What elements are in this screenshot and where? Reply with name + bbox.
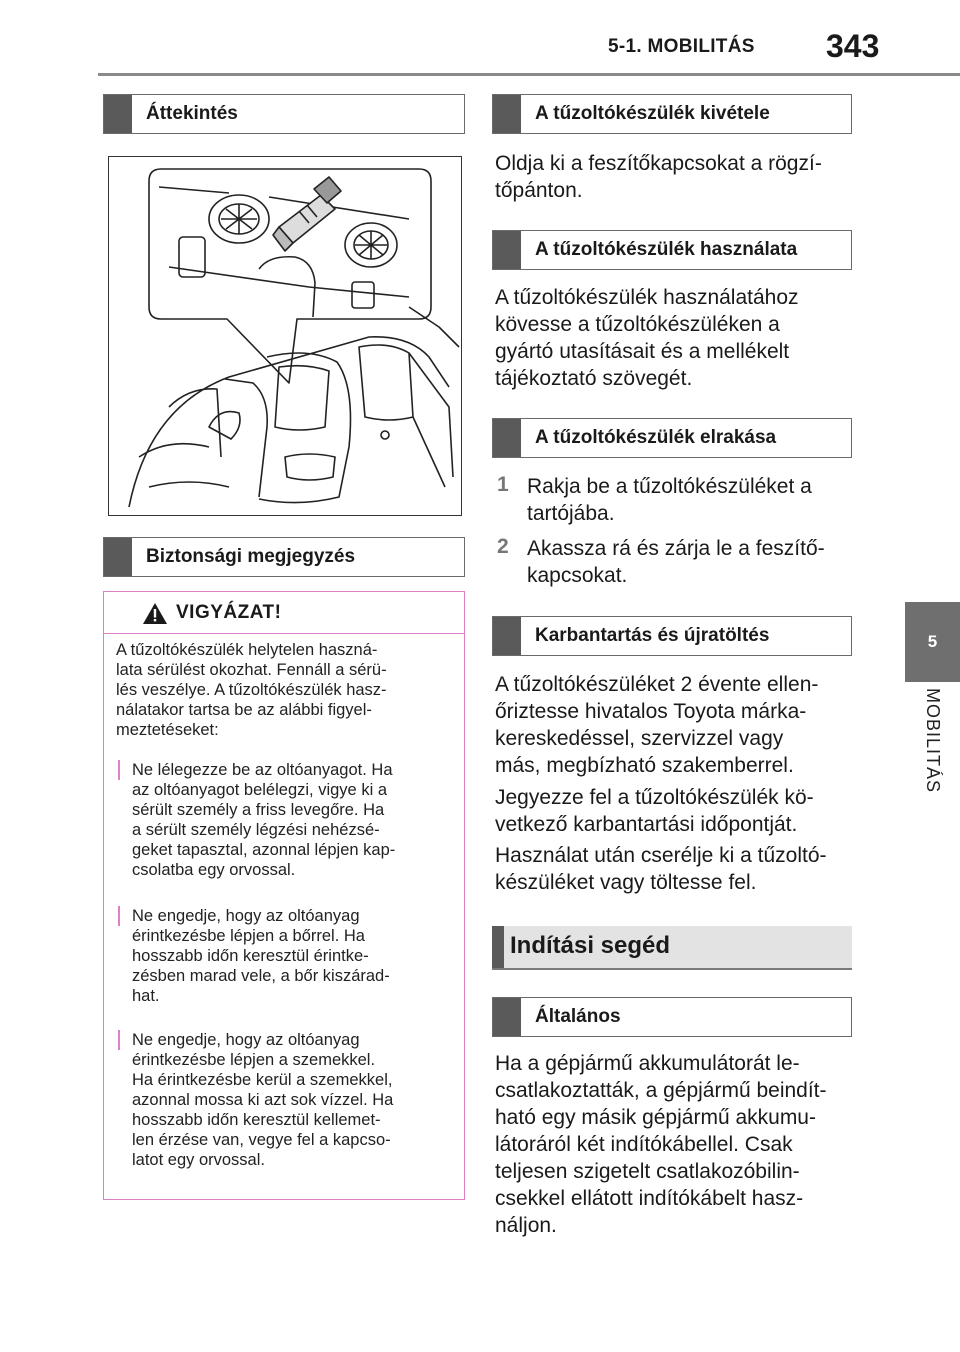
section-header-text: A tűzoltókészülék elrakása (535, 427, 777, 448)
step-number: 1 (497, 473, 509, 496)
step-number: 2 (497, 535, 509, 558)
section-marker (104, 538, 132, 576)
section-header-text: Áttekintés (146, 103, 238, 124)
chapter-tab-label (905, 688, 960, 848)
general-paragraph: Ha a gépjármű akkumulátorát le- csatlakoztatták, a gépjármű beindít- ható egy másik gépjármű akkumu- látoráról két indítókábellel. Csak teljesen szigetelt csatlakozóbilin- csekkel ellátott indítókábelt hasz- náljon. (495, 1052, 827, 1237)
section-marker (104, 95, 132, 133)
warning-intro: A tűzoltókészülék helytelen haszná- lata sérülést okozhat. Fennáll a sérü- lés veszélye. A tűzoltókészülék hasz- nálatakor tartsa be az alábbi figyel- meztetéseket: (116, 641, 387, 739)
section-header-jump-start (492, 926, 852, 970)
car-interior-drawing (109, 157, 461, 515)
section-header-text: Biztonsági megjegyzés (146, 546, 356, 567)
bullet-marker (118, 760, 120, 780)
section-header-text: A tűzoltókészülék kivétele (535, 103, 770, 124)
warning-icon (142, 602, 168, 625)
warning-item: Ne engedje, hogy az oltóanyag érintkezésbe lépjen a szemekkel. Ha érintkezésbe kerül a szemekkel, azonnal mossa ki azt sok vízzel. Ha hosszabb időn keresztül kellemet- len érzése van, vegye fel a kapcso- latot egy orvossal. (132, 1031, 394, 1169)
step-text: Rakja be a tűzoltókészüléket a tartójába. (527, 475, 812, 525)
page-number: 343 (826, 28, 880, 64)
removal-paragraph: Oldja ki a feszítőkapcsokat a rögzí- tőpánton. (495, 152, 822, 202)
section-marker (493, 419, 521, 457)
section-header-use (492, 230, 852, 270)
section-marker (493, 95, 521, 133)
section-header-overview (103, 94, 465, 134)
section-header-maintenance (492, 616, 852, 656)
header-rule (98, 73, 960, 76)
maintenance-paragraph: A tűzoltókészüléket 2 évente ellen- őriztesse hivatalos Toyota márka- kereskedéssel, szervizzel vagy más, megbízható szakemberrel. (495, 673, 819, 777)
section-header-text: A tűzoltókészülék használata (535, 239, 798, 260)
warning-box (103, 591, 465, 1200)
section-marker (493, 998, 521, 1036)
warning-item: Ne engedje, hogy az oltóanyag érintkezésbe lépjen a bőrrel. Ha hosszabb időn keresztül érintke- zésben marad vele, a bőr kiszárad- hat. (132, 907, 390, 1005)
section-header-safety (103, 537, 465, 577)
maintenance-paragraph: Használat után cserélje ki a tűzoltó- készüléket vagy töltesse fel. (495, 844, 827, 894)
bullet-marker (118, 1030, 120, 1050)
section-header-text: Indítási segéd (510, 932, 671, 959)
section-header-removal (492, 94, 852, 134)
section-header-text: Általános (535, 1006, 621, 1027)
warning-header (104, 592, 464, 634)
use-paragraph: A tűzoltókészülék használatához kövesse a tűzoltókészüléken a gyártó utasításait és a mellékelt tájékoztató szövegét. (495, 286, 799, 390)
warning-title: VIGYÁZAT! (176, 602, 282, 623)
warning-item: Ne lélegezze be az oltóanyagot. Ha az oltóanyagot belélegzi, vigye ki a sérült személy a friss levegőre. Ha a sérült személy légzési nehézsé- geket tapasztal, azonnal lépjen kap- csolatba egy orvossal. (132, 761, 396, 879)
section-marker (492, 926, 504, 968)
bullet-marker (118, 906, 120, 926)
section-marker (493, 231, 521, 269)
section-marker (493, 617, 521, 655)
chapter-tab-number: 5 (905, 602, 960, 682)
section-header-text: Karbantartás és újratöltés (535, 625, 770, 646)
maintenance-paragraph: Jegyezze fel a tűzoltókészülék kö- vetkező karbantartási időpontját. (495, 786, 814, 836)
section-header-stow (492, 418, 852, 458)
extinguisher-location-illustration (108, 156, 462, 516)
step-text: Akassza rá és zárja le a feszítő- kapcsokat. (527, 537, 825, 587)
chapter-tab-text: MOBILITÁS (923, 688, 943, 794)
section-title: 5-1. MOBILITÁS (608, 36, 755, 57)
section-header-general (492, 997, 852, 1037)
